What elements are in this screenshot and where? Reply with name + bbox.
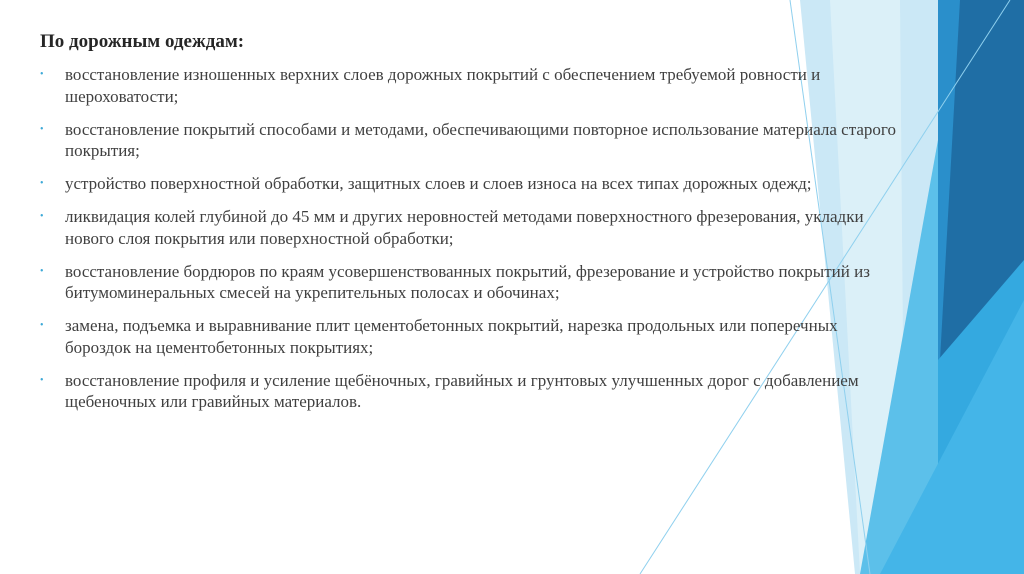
bullet-icon: • — [40, 211, 44, 222]
bullet-icon: • — [40, 69, 44, 80]
bullet-icon: • — [40, 265, 44, 277]
list-item — [40, 173, 900, 195]
list-item-text: устройство поверхностной обработки, защитных слоев и слоев износа на всех типах дорожных одежд; — [65, 174, 812, 193]
bullet-icon: • — [40, 123, 44, 135]
list-item — [40, 370, 900, 413]
bullet-list — [40, 64, 900, 413]
list-item — [40, 261, 900, 304]
list-item — [40, 119, 900, 162]
slide-heading: По дорожным одеждам: — [40, 31, 245, 52]
list-item — [40, 206, 900, 249]
list-item-text: восстановление изношенных верхних слоев дорожных покрытий с обеспечением требуемой ровности и шероховатости; — [65, 65, 821, 106]
bullet-icon: • — [40, 320, 44, 331]
slide-content — [40, 30, 900, 424]
bullet-icon: • — [40, 178, 44, 189]
list-item-text: замена, подъемка и выравнивание плит цементобетонных покрытий, нарезка продольных или поперечных бороздок на цементобетонных покрытиях; — [65, 316, 838, 357]
list-item-text: восстановление бордюров по краям усовершенствованных покрытий, фрезерование и устройство покрытий из битумоминеральных смесей на укрепительных полосах и обочинах; — [65, 261, 870, 302]
list-item-text: восстановление профиля и усиление щебёночных, гравийных и грунтовых улучшенных дорог с добавлением щебеночных или гравийных материалов. — [65, 370, 859, 411]
list-item — [40, 315, 900, 358]
list-item-text: ликвидация колей глубиной до 45 мм и других неровностей методами поверхностного фрезерования, укладки нового слоя покрытия или поверхностной обработки; — [65, 207, 864, 248]
list-item-text: восстановление покрытий способами и методами, обеспечивающими повторное использование материала старого покрытия; — [65, 119, 896, 160]
bullet-icon: • — [40, 374, 44, 386]
list-item — [40, 64, 900, 107]
